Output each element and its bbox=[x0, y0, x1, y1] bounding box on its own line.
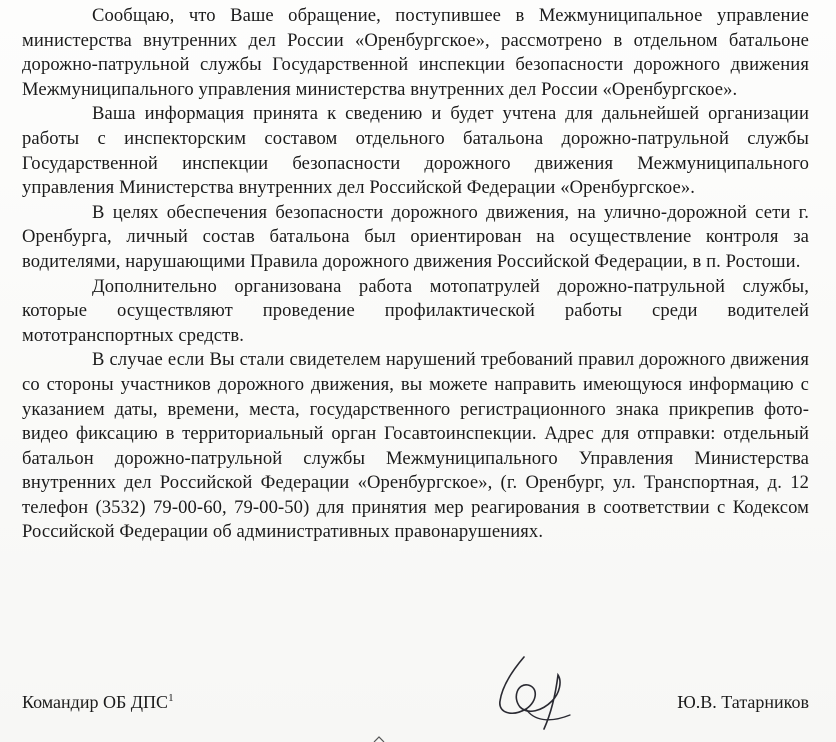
paragraph-control-measures: В целях обеспечения безопасности дорожного движения, на улично-дорожной сети г. Оренбурга, личный состав батальона был ориентирован на осуществление контроля за водителями, нарушающими Правила дорожного движения Российской Федерации, в п. Ростоши. bbox=[22, 201, 809, 272]
position-title-text: Командир ОБ ДПС bbox=[22, 692, 169, 712]
signature-block bbox=[22, 686, 809, 726]
handwritten-signature bbox=[472, 651, 612, 736]
paragraph-reporting-instructions: В случае если Вы стали свидетелем нарушений требований правил дорожного движения со стороны участников дорожного движения, вы можете направить имеющуюся информацию с указанием даты, времени, места, государственного регистрационного знака прикрепив фото-видео фиксацию в территориальный орган Госавтоинспекции. Адрес для отправки: отдельный батальон дорожно-патрульной службы Межмуниципального Управления Министерства внутренних дел Российской Федерации «Оренбургское», (г. Оренбург, ул. Транспортная, д. 12 телефон (3532) 79-00-60, 79-00-50) для принятия мер реагирования в соответствии с Кодексом Российской Федерации об административных правонарушениях. bbox=[22, 349, 809, 543]
letter-body bbox=[22, 4, 809, 545]
page-corner-mark bbox=[372, 736, 386, 742]
footnote-mark: 1 bbox=[168, 692, 174, 704]
signer-name: Ю.В. Татарников bbox=[677, 692, 809, 712]
paragraph-information-accepted: Ваша информация принята к сведению и будет учтена для дальнейшей организации работы с инспекторским составом отдельного батальона дорожно-патрульной службы Государственной инспекции безопасности дорожного движения Межмуниципального управления Министерства внутренних дел Российской Федерации «Оренбургское». bbox=[22, 103, 809, 199]
paragraph-appeal-received: Сообщаю, что Ваше обращение, поступившее в Межмуниципальное управление министерства внутренних дел России «Оренбургское», рассмотрено в отдельном батальоне дорожно-патрульной службы Государственной инспекции безопасности дорожного движения Межмуниципального управления министерства внутренних дел России «Оренбургское». bbox=[22, 5, 809, 100]
position-title bbox=[22, 692, 174, 713]
paragraph-motorcycle-patrols: Дополнительно организована работа мотопатрулей дорожно-патрульной службы, которые осуществляют проведение профилактической работы среди водителей мототранспортных средств. bbox=[22, 275, 809, 346]
